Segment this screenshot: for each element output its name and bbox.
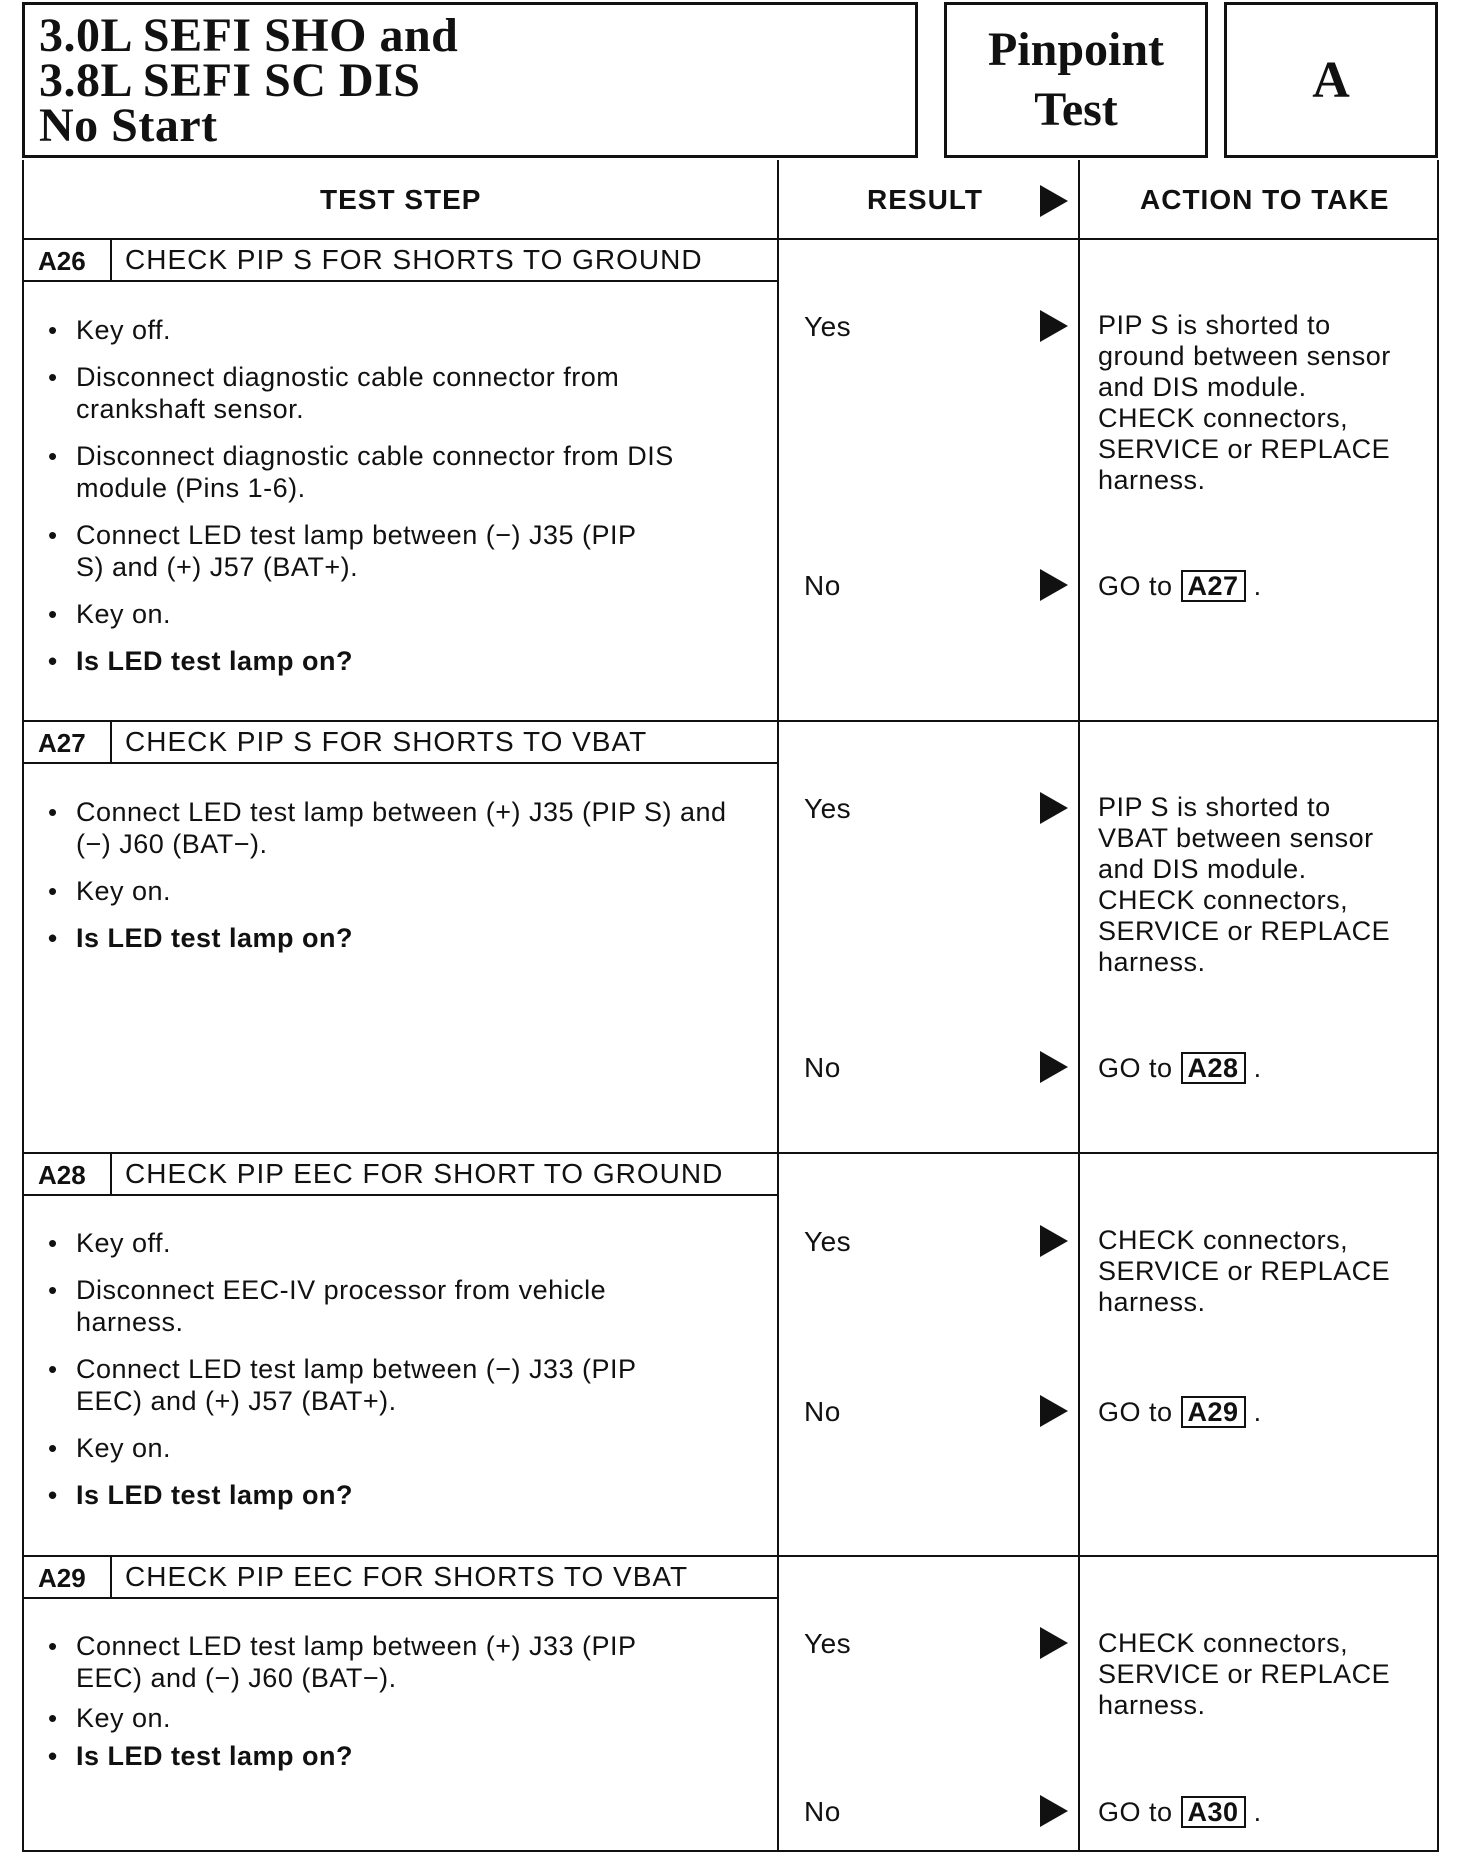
bullet-question: • Is LED test lamp on?	[44, 1479, 684, 1511]
bullet-item: • Key on.	[44, 1432, 684, 1464]
step-bullets	[44, 1227, 684, 1526]
column-header-test-step: TEST STEP	[320, 184, 482, 215]
pinpoint-label: Pinpoint	[987, 23, 1165, 76]
action-goto	[1098, 1396, 1398, 1428]
bullet-item: • Key on.	[44, 1702, 664, 1734]
goto-prefix: GO to	[1098, 571, 1173, 601]
step-title-underline	[22, 1597, 779, 1599]
goto-step-link[interactable]: A29	[1181, 1396, 1246, 1428]
test-label: Test	[1034, 83, 1118, 136]
bullet-question: • Is LED test lamp on?	[44, 922, 744, 954]
test-letter-box	[1224, 2, 1438, 158]
result-yes: Yes	[804, 311, 852, 342]
title-line-3: No Start	[39, 99, 218, 152]
step-id: A26	[38, 246, 86, 276]
bullet-item: • Connect LED test lamp between (+) J33 (PIP EEC) and (−) J60 (BAT−).	[44, 1630, 664, 1694]
bullet-item: • Key on.	[44, 598, 744, 630]
row-divider-a29	[22, 1555, 1439, 1557]
bullet-question: • Is LED test lamp on?	[44, 1740, 664, 1772]
result-arrow-icon	[1040, 185, 1068, 217]
goto-suffix: .	[1253, 571, 1262, 601]
goto-step-link[interactable]: A27	[1181, 570, 1246, 602]
result-arrow-icon	[1040, 1051, 1068, 1083]
goto-step-link[interactable]: A30	[1181, 1796, 1246, 1828]
bullet-item: • Connect LED test lamp between (−) J33 (PIP EEC) and (+) J57 (BAT+).	[44, 1353, 656, 1417]
goto-prefix: GO to	[1098, 1053, 1173, 1083]
bullet-question: • Is LED test lamp on?	[44, 645, 744, 677]
step-title: CHECK PIP S FOR SHORTS TO VBAT	[125, 726, 648, 757]
test-letter: A	[1312, 51, 1350, 109]
bullet-item: • Connect LED test lamp between (−) J35 (PIP S) and (+) J57 (BAT+).	[44, 519, 656, 583]
row-divider-a27	[22, 720, 1439, 722]
result-arrow-icon	[1040, 1627, 1068, 1659]
result-yes: Yes	[804, 1226, 852, 1257]
action-goto	[1098, 1052, 1398, 1084]
row-divider-a28	[22, 1152, 1439, 1154]
result-arrow-icon	[1040, 792, 1068, 824]
step-id: A29	[38, 1563, 86, 1593]
result-no: No	[804, 570, 841, 601]
step-id: A28	[38, 1160, 86, 1190]
goto-suffix: .	[1253, 1053, 1262, 1083]
result-arrow-icon	[1040, 569, 1068, 601]
action-text: PIP S is shorted to ground between sensor and DIS module. CHECK connectors, SERVICE or REPLACE harness.	[1098, 310, 1391, 495]
goto-suffix: .	[1253, 1397, 1262, 1427]
table-border-bottom	[22, 1850, 1439, 1852]
column-header-result: RESULT	[867, 184, 983, 215]
step-title: CHECK PIP EEC FOR SHORT TO GROUND	[125, 1158, 724, 1189]
pinpoint-test-box	[944, 2, 1208, 158]
table-divider-action	[1078, 160, 1080, 1850]
result-no: No	[804, 1052, 841, 1083]
table-border-right	[1437, 160, 1439, 1850]
goto-suffix: .	[1253, 1797, 1262, 1827]
result-yes: Yes	[804, 793, 852, 824]
result-yes: Yes	[804, 1628, 852, 1659]
step-title: CHECK PIP S FOR SHORTS TO GROUND	[125, 244, 703, 275]
bullet-item: • Key off.	[44, 314, 744, 346]
step-title-underline	[22, 280, 779, 282]
action-goto	[1098, 1796, 1398, 1828]
result-arrow-icon	[1040, 310, 1068, 342]
title-line-2: 3.8L SEFI SC DIS	[39, 54, 421, 107]
title-line-1: 3.0L SEFI SHO and	[39, 9, 459, 62]
goto-prefix: GO to	[1098, 1397, 1173, 1427]
result-arrow-icon	[1040, 1395, 1068, 1427]
step-bullets	[44, 796, 744, 969]
bullet-item: • Disconnect EEC-IV processor from vehicle harness.	[44, 1274, 684, 1338]
action-text: CHECK connectors, SERVICE or REPLACE harness.	[1098, 1225, 1391, 1317]
result-arrow-icon	[1040, 1225, 1068, 1257]
step-bullets	[44, 1630, 664, 1787]
bullet-item: • Disconnect diagnostic cable connector from crankshaft sensor.	[44, 361, 744, 425]
column-header-action: ACTION TO TAKE	[1140, 184, 1390, 215]
bullet-item: • Connect LED test lamp between (+) J35 (PIP S) and (−) J60 (BAT−).	[44, 796, 744, 860]
action-goto	[1098, 570, 1398, 602]
action-text: PIP S is shorted to VBAT between sensor and DIS module. CHECK connectors, SERVICE or REPLACE harness.	[1098, 792, 1391, 977]
header-row-divider	[22, 238, 1439, 240]
goto-prefix: GO to	[1098, 1797, 1173, 1827]
step-id: A27	[38, 728, 86, 758]
step-title-underline	[22, 762, 779, 764]
step-title-underline	[22, 1194, 779, 1196]
step-title: CHECK PIP EEC FOR SHORTS TO VBAT	[125, 1561, 689, 1592]
bullet-item: • Disconnect diagnostic cable connector from DIS module (Pins 1-6).	[44, 440, 744, 504]
document-title-box	[22, 2, 918, 158]
action-text: CHECK connectors, SERVICE or REPLACE harness.	[1098, 1628, 1391, 1720]
result-no: No	[804, 1796, 841, 1827]
result-arrow-icon	[1040, 1795, 1068, 1827]
bullet-item: • Key on.	[44, 875, 744, 907]
bullet-item: • Key off.	[44, 1227, 684, 1259]
goto-step-link[interactable]: A28	[1181, 1052, 1246, 1084]
step-bullets	[44, 314, 744, 692]
result-no: No	[804, 1396, 841, 1427]
